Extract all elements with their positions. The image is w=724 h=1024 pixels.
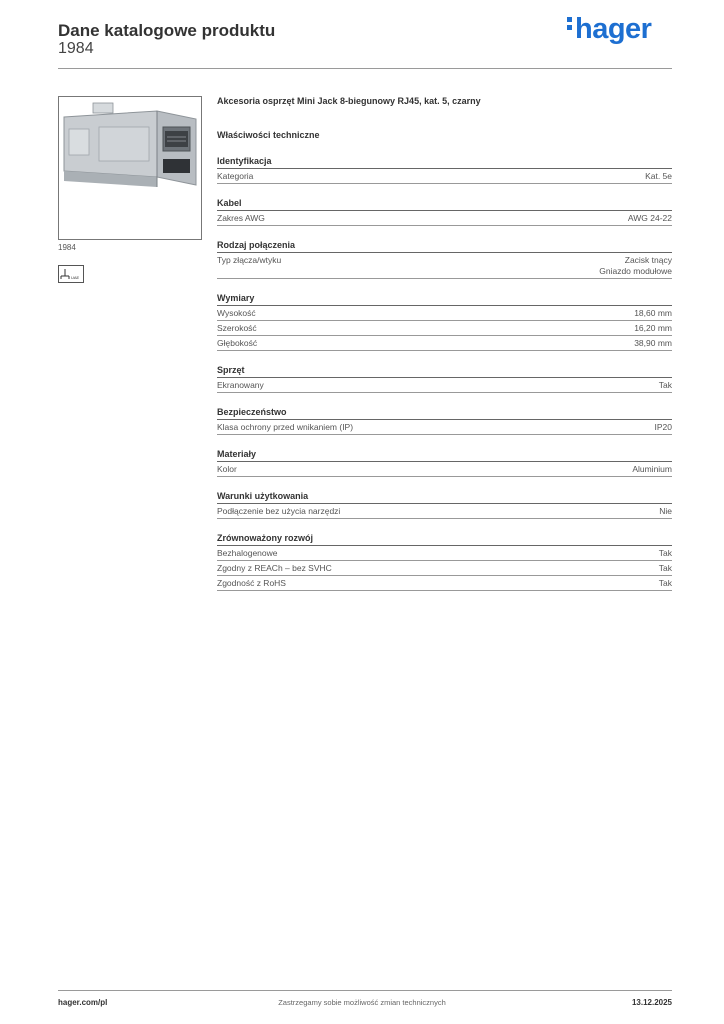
spec-value-line: 18,60 mm (634, 308, 672, 318)
logo-text: hager (575, 13, 652, 45)
spec-section (217, 155, 672, 184)
spec-label: Podłączenie bez użycia narzędzi (217, 506, 341, 516)
spec-row (217, 306, 672, 321)
footer-disclaimer: Zastrzegamy sobie możliwość zmian technicznych (278, 998, 446, 1007)
product-title: Akcesoria osprzęt Mini Jack 8-biegunowy RJ45, kat. 5, czarny (217, 96, 481, 106)
spec-value-line: Gniazdo modułowe (599, 266, 672, 276)
image-caption: 1984 (58, 243, 76, 252)
spec-value-line: 38,90 mm (634, 338, 672, 348)
section-title: Materiały (217, 448, 672, 462)
ground-symbol-badge (58, 265, 84, 283)
badge-text: UAE (71, 275, 80, 280)
section-title: Warunki użytkowania (217, 490, 672, 504)
spec-row (217, 576, 672, 591)
header-divider (58, 68, 672, 69)
ground-icon (59, 266, 83, 282)
spec-value-line: Tak (658, 578, 672, 588)
spec-value (659, 506, 672, 517)
section-title: Wymiary (217, 292, 672, 306)
spec-value-line: Nie (659, 506, 672, 516)
spec-label: Szerokość (217, 323, 257, 333)
section-title: Zrównoważony rozwój (217, 532, 672, 546)
hager-logo (567, 13, 651, 46)
spec-section (217, 364, 672, 393)
spec-label: Głębokość (217, 338, 258, 348)
spec-value (659, 578, 672, 589)
spec-value (645, 171, 672, 182)
spec-section (217, 197, 672, 226)
spec-value-line: Kat. 5e (645, 171, 672, 181)
spec-value (634, 323, 672, 334)
spec-row (217, 169, 672, 184)
spec-value (659, 563, 672, 574)
specifications-panel (217, 95, 672, 591)
spec-value-line: Tak (658, 563, 672, 573)
document-title: Dane katalogowe produktu (58, 21, 276, 40)
section-title: Sprzęt (217, 364, 672, 378)
spec-value (628, 213, 672, 224)
spec-value-line: IP20 (654, 422, 672, 432)
spec-value (634, 338, 672, 349)
spec-value (659, 548, 672, 559)
section-title: Kabel (217, 197, 672, 211)
spec-label: Kategoria (217, 171, 254, 181)
spec-value-line: 16,20 mm (634, 323, 672, 333)
spec-row (217, 504, 672, 519)
spec-section (217, 239, 672, 279)
spec-value-line: Zacisk tnący (624, 255, 672, 265)
spec-row (217, 561, 672, 576)
rj45-jack-illustration-icon (59, 97, 201, 239)
spec-value-line: Tak (658, 380, 672, 390)
spec-label: Klasa ochrony przed wnikaniem (IP) (217, 422, 354, 432)
spec-label: Zgodność z RoHS (217, 578, 286, 588)
spec-value (632, 464, 672, 475)
spec-value-line: Tak (658, 548, 672, 558)
spec-label: Zakres AWG (217, 213, 265, 223)
product-code: 1984 (58, 40, 94, 57)
spec-section (217, 490, 672, 519)
footer-website: hager.com/pl (58, 998, 108, 1007)
section-title: Identyfikacja (217, 155, 672, 169)
spec-label: Bezhalogenowe (217, 548, 278, 558)
spec-row (217, 420, 672, 435)
spec-section (217, 406, 672, 435)
spec-value (659, 380, 672, 391)
spec-row (217, 321, 672, 336)
spec-value-line: AWG 24-22 (627, 213, 672, 223)
spec-row (217, 211, 672, 226)
spec-value-line: Aluminium (632, 464, 672, 474)
spec-section (217, 448, 672, 477)
spec-row (217, 546, 672, 561)
spec-row (217, 462, 672, 477)
spec-label: Kolor (217, 464, 237, 474)
technical-properties-heading: Właściwości techniczne (217, 130, 320, 140)
spec-value (634, 308, 672, 319)
spec-sections (217, 155, 672, 591)
spec-label: Ekranowany (217, 380, 264, 390)
spec-row (217, 336, 672, 351)
spec-value (599, 255, 672, 277)
spec-row (217, 378, 672, 393)
product-image (58, 96, 202, 240)
spec-label: Typ złącza/wtyku (217, 255, 282, 265)
spec-section (217, 292, 672, 351)
section-title: Bezpieczeństwo (217, 406, 672, 420)
footer-date: 13.12.2025 (631, 998, 672, 1007)
spec-label: Zgodny z REACh – bez SVHC (217, 563, 332, 573)
spec-value (655, 422, 673, 433)
footer-divider (58, 990, 672, 991)
spec-row (217, 253, 672, 279)
section-title: Rodzaj połączenia (217, 239, 672, 253)
logo-dots-icon (567, 14, 573, 33)
spec-section (217, 532, 672, 591)
spec-label: Wysokość (217, 308, 256, 318)
